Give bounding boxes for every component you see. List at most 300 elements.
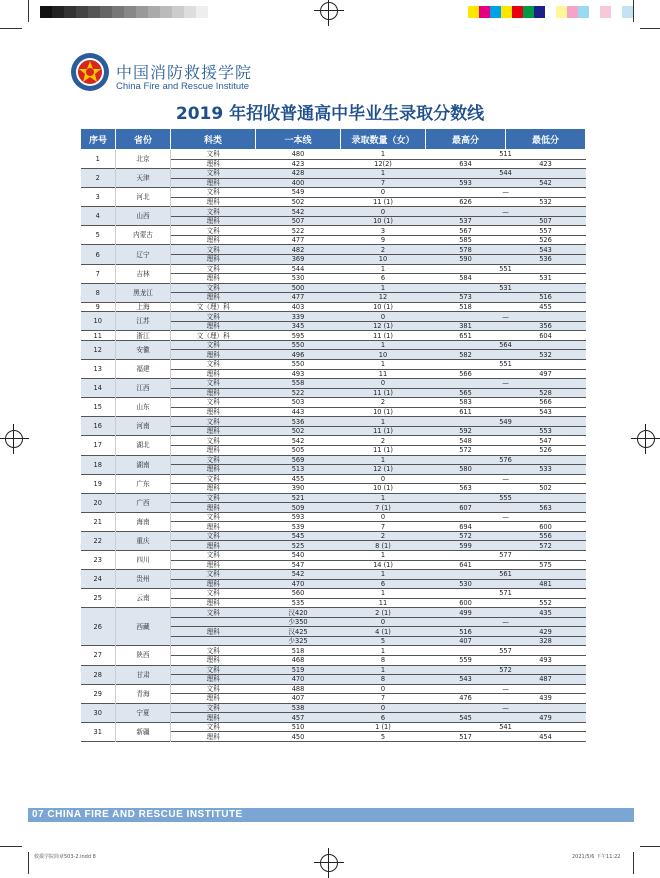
cell-tier1-line: 544 bbox=[256, 264, 341, 274]
cell-highest-score: 516 bbox=[426, 627, 506, 637]
cell-tier1-line: 535 bbox=[256, 598, 341, 608]
cell-province: 吉林 bbox=[116, 264, 171, 283]
cell-admitted-count: 1 bbox=[341, 550, 426, 560]
cell-admitted-count: 10 (1) bbox=[341, 407, 426, 417]
cell-subject: 文科 bbox=[171, 684, 256, 694]
cell-province: 广东 bbox=[116, 474, 171, 493]
cell-tier1-line: 505 bbox=[256, 445, 341, 455]
cell-seq: 17 bbox=[81, 436, 116, 455]
table-row bbox=[81, 312, 586, 322]
cell-subject: 文科 bbox=[171, 436, 256, 446]
cell-tier1-line: 503 bbox=[256, 398, 341, 408]
cell-admitted-count: 10 (1) bbox=[341, 302, 426, 312]
cell-score-merged: 572 bbox=[426, 665, 586, 675]
cell-admitted-count: 11 bbox=[341, 369, 426, 379]
table-row bbox=[81, 398, 586, 408]
cell-seq: 14 bbox=[81, 379, 116, 398]
cell-tier1-line: 507 bbox=[256, 216, 341, 226]
cell-subject: 理科 bbox=[171, 598, 256, 608]
cell-highest-score: 641 bbox=[426, 560, 506, 570]
table-row bbox=[81, 207, 586, 217]
cell-lowest-score: 528 bbox=[506, 388, 586, 398]
cell-seq: 25 bbox=[81, 589, 116, 608]
cell-admitted-count: 0 bbox=[341, 188, 426, 198]
cell-admitted-count: 1 bbox=[341, 665, 426, 675]
cell-score-merged: — bbox=[426, 684, 586, 694]
cell-subject: 文科 bbox=[171, 512, 256, 522]
cell-subject: 文科 bbox=[171, 188, 256, 198]
cell-subject: 文科 bbox=[171, 531, 256, 541]
cell-tier1-line: 502 bbox=[256, 426, 341, 436]
cell-tier1-line: 540 bbox=[256, 550, 341, 560]
crop-mark bbox=[640, 28, 660, 29]
cell-province: 青海 bbox=[116, 684, 171, 703]
cell-tier1-line: 513 bbox=[256, 465, 341, 475]
cell-subject: 理科 bbox=[171, 522, 256, 532]
cell-province: 黑龙江 bbox=[116, 283, 171, 302]
cell-seq: 26 bbox=[81, 608, 116, 646]
cell-lowest-score: 497 bbox=[506, 369, 586, 379]
cell-lowest-score: 575 bbox=[506, 560, 586, 570]
crop-mark bbox=[0, 846, 22, 847]
cell-score-merged: 511 bbox=[426, 150, 586, 160]
cell-lowest-score: 526 bbox=[506, 445, 586, 455]
cell-tier1-line: 汉420 bbox=[256, 608, 341, 618]
cell-subject: 理科 bbox=[171, 465, 256, 475]
cell-seq: 19 bbox=[81, 474, 116, 493]
cell-subject: 理科 bbox=[171, 426, 256, 436]
cell-subject: 理科 bbox=[171, 732, 256, 742]
cell-tier1-line: 518 bbox=[256, 646, 341, 656]
cell-admitted-count: 8 (1) bbox=[341, 541, 426, 551]
registration-mark-icon bbox=[318, 0, 340, 22]
cell-admitted-count: 1 bbox=[341, 340, 426, 350]
crop-mark bbox=[28, 0, 29, 22]
cell-province: 江西 bbox=[116, 379, 171, 398]
cell-province: 云南 bbox=[116, 589, 171, 608]
cell-lowest-score: 531 bbox=[506, 274, 586, 284]
cell-province: 北京 bbox=[116, 150, 171, 169]
cell-province: 河南 bbox=[116, 417, 171, 436]
table-row bbox=[81, 436, 586, 446]
cell-tier1-line: 403 bbox=[256, 302, 341, 312]
cell-tier1-line: 542 bbox=[256, 436, 341, 446]
table-row bbox=[81, 245, 586, 255]
crop-mark bbox=[28, 852, 29, 874]
cell-highest-score: 600 bbox=[426, 598, 506, 608]
cell-highest-score: 573 bbox=[426, 293, 506, 303]
cell-province: 重庆 bbox=[116, 531, 171, 550]
cell-lowest-score: 502 bbox=[506, 484, 586, 494]
cell-seq: 30 bbox=[81, 703, 116, 722]
cell-highest-score: 543 bbox=[426, 675, 506, 685]
cell-tier1-line: 502 bbox=[256, 197, 341, 207]
admission-score-table bbox=[80, 128, 585, 742]
cell-admitted-count: 5 bbox=[341, 636, 426, 646]
cell-subject: 理科 bbox=[171, 407, 256, 417]
cell-subject: 文科 bbox=[171, 493, 256, 503]
cell-seq: 28 bbox=[81, 665, 116, 684]
cell-admitted-count: 10 bbox=[341, 255, 426, 265]
cell-score-merged: 551 bbox=[426, 360, 586, 370]
cell-admitted-count: 10 (1) bbox=[341, 484, 426, 494]
cell-subject: 理科 bbox=[171, 694, 256, 704]
cell-seq: 16 bbox=[81, 417, 116, 436]
cell-seq: 29 bbox=[81, 684, 116, 703]
cell-tier1-line: 545 bbox=[256, 531, 341, 541]
cell-subject: 理科 bbox=[171, 235, 256, 245]
cell-tier1-line: 569 bbox=[256, 455, 341, 465]
cell-subject: 文科 bbox=[171, 703, 256, 713]
cell-subject: 文科 bbox=[171, 455, 256, 465]
table-row bbox=[81, 589, 586, 599]
cell-tier1-line: 522 bbox=[256, 226, 341, 236]
cell-lowest-score: 556 bbox=[506, 531, 586, 541]
table-row bbox=[81, 226, 586, 236]
cell-subject: 文（理）科 bbox=[171, 302, 256, 312]
cell-highest-score: 592 bbox=[426, 426, 506, 436]
cell-lowest-score: 547 bbox=[506, 436, 586, 446]
cell-subject: 理科 bbox=[171, 369, 256, 379]
cell-admitted-count: 7 (1) bbox=[341, 503, 426, 513]
cell-subject: 文科 bbox=[171, 589, 256, 599]
table-row bbox=[81, 493, 586, 503]
cell-score-merged: — bbox=[426, 379, 586, 389]
cell-tier1-line: 530 bbox=[256, 274, 341, 284]
cell-admitted-count: 1 bbox=[341, 360, 426, 370]
cell-province: 四川 bbox=[116, 550, 171, 569]
cell-subject: 理科 bbox=[171, 178, 256, 188]
cell-tier1-line: 423 bbox=[256, 159, 341, 169]
cell-seq: 4 bbox=[81, 207, 116, 226]
cell-admitted-count: 2 bbox=[341, 398, 426, 408]
cell-subject: 文科 bbox=[171, 570, 256, 580]
org-name-en: China Fire and Rescue Institute bbox=[116, 81, 250, 92]
cell-lowest-score: 454 bbox=[506, 732, 586, 742]
cell-admitted-count: 1 bbox=[341, 283, 426, 293]
cell-tier1-line: 550 bbox=[256, 360, 341, 370]
cell-score-merged: 561 bbox=[426, 570, 586, 580]
cell-score-merged: — bbox=[426, 512, 586, 522]
cell-tier1-line: 593 bbox=[256, 512, 341, 522]
column-header-subject: 科类 bbox=[171, 129, 256, 150]
cell-subject: 文科 bbox=[171, 340, 256, 350]
cell-subject: 理科 bbox=[171, 503, 256, 513]
cell-lowest-score: 553 bbox=[506, 426, 586, 436]
cell-lowest-score: 423 bbox=[506, 159, 586, 169]
crop-mark bbox=[0, 28, 22, 29]
cell-highest-score: 607 bbox=[426, 503, 506, 513]
column-header-lowest-score: 最低分 bbox=[506, 129, 586, 150]
cell-lowest-score: 439 bbox=[506, 694, 586, 704]
cell-score-merged: 551 bbox=[426, 264, 586, 274]
cell-admitted-count: 6 bbox=[341, 274, 426, 284]
cell-highest-score: 545 bbox=[426, 713, 506, 723]
cell-tier1-line: 400 bbox=[256, 178, 341, 188]
cell-admitted-count: 2 bbox=[341, 436, 426, 446]
cell-tier1-line: 少325 bbox=[256, 636, 341, 646]
cell-highest-score: 590 bbox=[426, 255, 506, 265]
cell-tier1-line: 457 bbox=[256, 713, 341, 723]
cell-score-merged: — bbox=[426, 617, 586, 627]
table-row bbox=[81, 455, 586, 465]
column-header-highest-score: 最高分 bbox=[426, 129, 506, 150]
cell-subject: 理科 bbox=[171, 216, 256, 226]
cell-admitted-count: 0 bbox=[341, 512, 426, 522]
cell-lowest-score: 532 bbox=[506, 350, 586, 360]
cell-subject: 文科 bbox=[171, 207, 256, 217]
cell-seq: 22 bbox=[81, 531, 116, 550]
cell-subject: 文科 bbox=[171, 550, 256, 560]
cell-score-merged: 576 bbox=[426, 455, 586, 465]
table-row bbox=[81, 169, 586, 179]
cell-subject: 理科 bbox=[171, 255, 256, 265]
cell-subject: 理科 bbox=[171, 293, 256, 303]
cell-province: 广西 bbox=[116, 493, 171, 512]
cell-tier1-line: 522 bbox=[256, 388, 341, 398]
table-row bbox=[81, 646, 586, 656]
cell-score-merged: 555 bbox=[426, 493, 586, 503]
cell-tier1-line: 345 bbox=[256, 321, 341, 331]
table-row bbox=[81, 722, 586, 732]
cell-lowest-score: 536 bbox=[506, 255, 586, 265]
cell-seq: 7 bbox=[81, 264, 116, 283]
table-header-row bbox=[81, 129, 586, 150]
cell-province: 浙江 bbox=[116, 331, 171, 341]
cell-lowest-score: 429 bbox=[506, 627, 586, 637]
cell-admitted-count: 0 bbox=[341, 684, 426, 694]
cell-score-merged: 571 bbox=[426, 589, 586, 599]
cell-score-merged: 557 bbox=[426, 646, 586, 656]
cell-subject: 理科 bbox=[171, 627, 256, 637]
cell-highest-score: 517 bbox=[426, 732, 506, 742]
cell-admitted-count: 1 (1) bbox=[341, 722, 426, 732]
cell-tier1-line: 480 bbox=[256, 150, 341, 160]
cell-subject: 理科 bbox=[171, 274, 256, 284]
table-row bbox=[81, 302, 586, 312]
cell-score-merged: — bbox=[426, 312, 586, 322]
cell-subject: 文科 bbox=[171, 264, 256, 274]
cell-tier1-line: 477 bbox=[256, 235, 341, 245]
cell-admitted-count: 8 bbox=[341, 655, 426, 665]
cell-tier1-line: 595 bbox=[256, 331, 341, 341]
cell-lowest-score: 479 bbox=[506, 713, 586, 723]
cell-admitted-count: 1 bbox=[341, 455, 426, 465]
cell-seq: 10 bbox=[81, 312, 116, 331]
table-row bbox=[81, 417, 586, 427]
cell-subject: 文科 bbox=[171, 608, 256, 618]
cell-lowest-score: 507 bbox=[506, 216, 586, 226]
cell-province: 海南 bbox=[116, 512, 171, 531]
cell-admitted-count: 1 bbox=[341, 589, 426, 599]
cell-score-merged: 577 bbox=[426, 550, 586, 560]
cell-highest-score: 567 bbox=[426, 226, 506, 236]
cell-highest-score: 572 bbox=[426, 445, 506, 455]
footer-text: 07 CHINA FIRE AND RESCUE INSTITUTE bbox=[32, 809, 243, 820]
table-row bbox=[81, 665, 586, 675]
cell-subject: 文科 bbox=[171, 722, 256, 732]
print-slug-filename: 救援学院简章503-2.indd 8 bbox=[34, 854, 96, 860]
registration-mark-icon bbox=[3, 428, 25, 450]
cell-highest-score: 599 bbox=[426, 541, 506, 551]
color-calibration-bar bbox=[468, 6, 633, 18]
cell-highest-score: 548 bbox=[426, 436, 506, 446]
cell-province: 内蒙古 bbox=[116, 226, 171, 245]
cell-admitted-count: 4 (1) bbox=[341, 627, 426, 637]
cell-province: 河北 bbox=[116, 188, 171, 207]
cell-tier1-line: 549 bbox=[256, 188, 341, 198]
cell-province: 陕西 bbox=[116, 646, 171, 665]
cell-subject: 理科 bbox=[171, 484, 256, 494]
cell-admitted-count: 7 bbox=[341, 522, 426, 532]
cell-highest-score: 559 bbox=[426, 655, 506, 665]
cell-seq: 11 bbox=[81, 331, 116, 341]
cell-lowest-score: 600 bbox=[506, 522, 586, 532]
cell-lowest-score: 563 bbox=[506, 503, 586, 513]
cell-province: 湖北 bbox=[116, 436, 171, 455]
cell-tier1-line: 369 bbox=[256, 255, 341, 265]
cell-tier1-line: 550 bbox=[256, 340, 341, 350]
cell-subject: 理科 bbox=[171, 350, 256, 360]
cell-tier1-line: 443 bbox=[256, 407, 341, 417]
cell-seq: 8 bbox=[81, 283, 116, 302]
cell-seq: 12 bbox=[81, 340, 116, 359]
cell-admitted-count: 0 bbox=[341, 703, 426, 713]
cell-highest-score: 563 bbox=[426, 484, 506, 494]
table-row bbox=[81, 570, 586, 580]
cell-seq: 15 bbox=[81, 398, 116, 417]
table-row bbox=[81, 331, 586, 341]
cell-admitted-count: 6 bbox=[341, 713, 426, 723]
cell-lowest-score: 526 bbox=[506, 235, 586, 245]
cell-province: 湖南 bbox=[116, 455, 171, 474]
cell-admitted-count: 1 bbox=[341, 570, 426, 580]
cell-tier1-line: 470 bbox=[256, 675, 341, 685]
cell-admitted-count: 1 bbox=[341, 646, 426, 656]
cell-lowest-score: 481 bbox=[506, 579, 586, 589]
cell-subject: 文科 bbox=[171, 379, 256, 389]
cell-subject: 文科 bbox=[171, 646, 256, 656]
cell-subject: 文科 bbox=[171, 245, 256, 255]
cell-lowest-score: 604 bbox=[506, 331, 586, 341]
cell-seq: 23 bbox=[81, 550, 116, 569]
cell-admitted-count: 12(2) bbox=[341, 159, 426, 169]
cell-province: 甘肃 bbox=[116, 665, 171, 684]
cell-lowest-score: 516 bbox=[506, 293, 586, 303]
cell-admitted-count: 6 bbox=[341, 579, 426, 589]
cell-tier1-line: 汉425 bbox=[256, 627, 341, 637]
table-row bbox=[81, 340, 586, 350]
crop-mark bbox=[633, 852, 634, 874]
table-row bbox=[81, 188, 586, 198]
cell-subject: 理科 bbox=[171, 655, 256, 665]
cell-admitted-count: 14 (1) bbox=[341, 560, 426, 570]
cell-tier1-line: 539 bbox=[256, 522, 341, 532]
cell-highest-score: 611 bbox=[426, 407, 506, 417]
cell-seq: 13 bbox=[81, 360, 116, 379]
cell-admitted-count: 11 (1) bbox=[341, 388, 426, 398]
cell-admitted-count: 7 bbox=[341, 694, 426, 704]
cell-province: 山西 bbox=[116, 207, 171, 226]
cell-subject: 理科 bbox=[171, 159, 256, 169]
cell-highest-score: 537 bbox=[426, 216, 506, 226]
cell-lowest-score: 566 bbox=[506, 398, 586, 408]
cell-admitted-count: 3 bbox=[341, 226, 426, 236]
cell-highest-score: 593 bbox=[426, 178, 506, 188]
cell-score-merged: 544 bbox=[426, 169, 586, 179]
cell-admitted-count: 0 bbox=[341, 474, 426, 484]
cell-highest-score: 626 bbox=[426, 197, 506, 207]
cell-lowest-score: 328 bbox=[506, 636, 586, 646]
cell-tier1-line: 542 bbox=[256, 570, 341, 580]
cell-admitted-count: 1 bbox=[341, 169, 426, 179]
cell-seq: 9 bbox=[81, 302, 116, 312]
cell-tier1-line: 488 bbox=[256, 684, 341, 694]
cell-score-merged: 564 bbox=[426, 340, 586, 350]
cell-admitted-count: 10 bbox=[341, 350, 426, 360]
cell-seq: 2 bbox=[81, 169, 116, 188]
table-body bbox=[81, 150, 586, 742]
table-row bbox=[81, 150, 586, 160]
cell-subject: 文科 bbox=[171, 169, 256, 179]
cell-highest-score: 585 bbox=[426, 235, 506, 245]
table-row bbox=[81, 474, 586, 484]
cell-lowest-score: 543 bbox=[506, 245, 586, 255]
cell-province: 福建 bbox=[116, 360, 171, 379]
page-title: 2019 年招收普通高中毕业生录取分数线 bbox=[175, 104, 485, 124]
cell-subject: 文科 bbox=[171, 283, 256, 293]
cell-tier1-line: 少350 bbox=[256, 617, 341, 627]
cell-admitted-count: 1 bbox=[341, 417, 426, 427]
cell-subject: 理科 bbox=[171, 388, 256, 398]
cell-subject bbox=[171, 636, 256, 646]
cell-highest-score: 584 bbox=[426, 274, 506, 284]
cell-highest-score: 634 bbox=[426, 159, 506, 169]
cell-tier1-line: 500 bbox=[256, 283, 341, 293]
cell-seq: 31 bbox=[81, 722, 116, 741]
cell-province: 天津 bbox=[116, 169, 171, 188]
cell-subject bbox=[171, 617, 256, 627]
cell-tier1-line: 482 bbox=[256, 245, 341, 255]
cell-province: 宁夏 bbox=[116, 703, 171, 722]
cell-seq: 18 bbox=[81, 455, 116, 474]
cell-subject: 文科 bbox=[171, 150, 256, 160]
cell-admitted-count: 0 bbox=[341, 617, 426, 627]
cell-highest-score: 572 bbox=[426, 531, 506, 541]
cell-admitted-count: 9 bbox=[341, 235, 426, 245]
registration-mark-icon bbox=[318, 852, 340, 874]
cell-lowest-score: 435 bbox=[506, 608, 586, 618]
cell-subject: 理科 bbox=[171, 321, 256, 331]
cell-seq: 20 bbox=[81, 493, 116, 512]
cell-seq: 5 bbox=[81, 226, 116, 245]
cell-score-merged: — bbox=[426, 207, 586, 217]
cell-subject: 理科 bbox=[171, 541, 256, 551]
cell-admitted-count: 12 (1) bbox=[341, 321, 426, 331]
cell-admitted-count: 11 (1) bbox=[341, 445, 426, 455]
cell-subject: 理科 bbox=[171, 579, 256, 589]
cell-tier1-line: 455 bbox=[256, 474, 341, 484]
cell-tier1-line: 450 bbox=[256, 732, 341, 742]
cell-admitted-count: 8 bbox=[341, 675, 426, 685]
cell-lowest-score: 533 bbox=[506, 465, 586, 475]
cell-tier1-line: 493 bbox=[256, 369, 341, 379]
cell-admitted-count: 1 bbox=[341, 493, 426, 503]
cell-highest-score: 578 bbox=[426, 245, 506, 255]
cell-tier1-line: 510 bbox=[256, 722, 341, 732]
cell-admitted-count: 5 bbox=[341, 732, 426, 742]
cell-highest-score: 566 bbox=[426, 369, 506, 379]
